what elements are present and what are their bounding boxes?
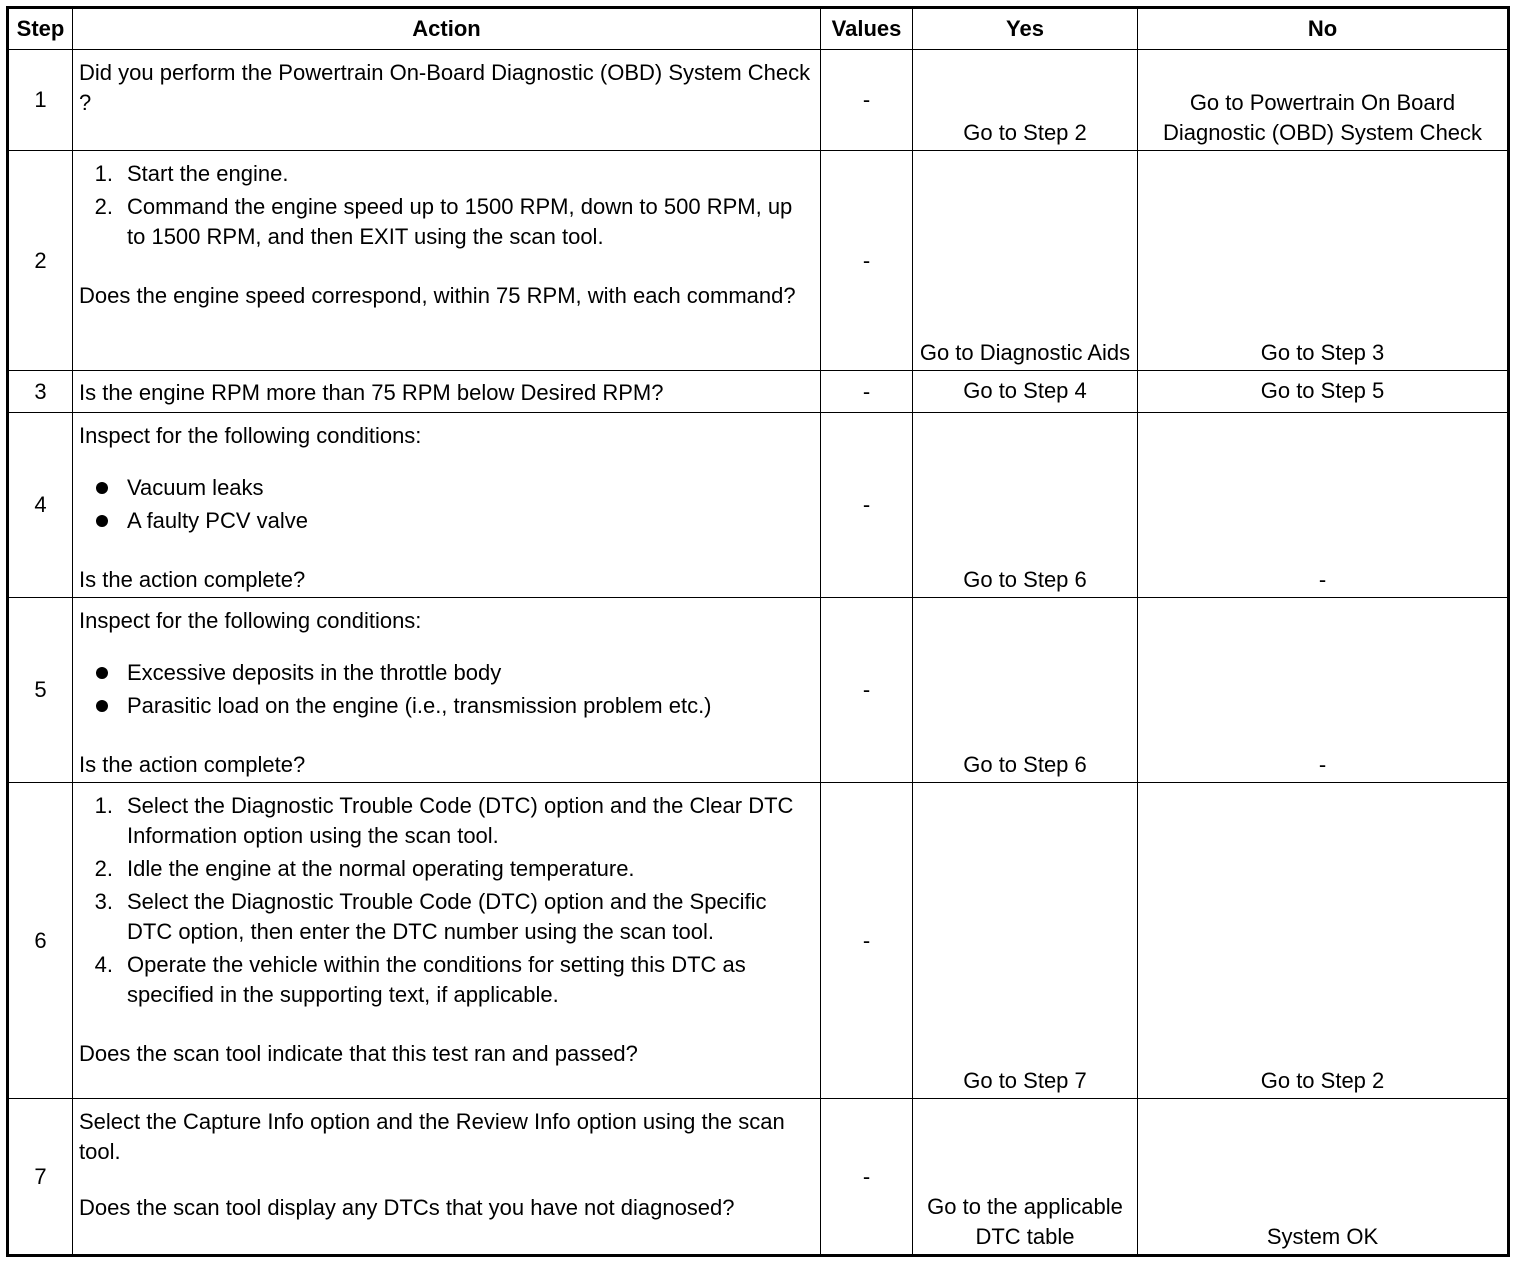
list-item: 2. Command the engine speed up to 1500 RPM, down to 500 RPM, up to 1500 RPM, and then EXIT using the scan tool. [94, 194, 793, 249]
action-cell [73, 1099, 821, 1256]
values-cell: - [821, 371, 913, 413]
action-question: Does the scan tool display any DTCs that you have not diagnosed? [79, 1195, 735, 1220]
list-item: 2. Idle the engine at the normal operating temperature. [94, 856, 635, 881]
header-no: No [1138, 8, 1509, 50]
bullet-icon [96, 667, 108, 679]
action-cell [73, 151, 821, 371]
yes-cell: Go to Diagnostic Aids [913, 151, 1138, 371]
action-question: Is the action complete? [79, 752, 306, 777]
action-intro: Select the Capture Info option and the Review Info option using the scan tool. [79, 1109, 785, 1164]
header-step: Step [8, 8, 73, 50]
action-cell [73, 413, 821, 598]
step-number: 1 [8, 50, 73, 151]
yes-cell: Go to Step 6 [913, 413, 1138, 598]
header-values: Values [821, 8, 913, 50]
action-question: Does the scan tool indicate that this test ran and passed? [79, 1041, 638, 1066]
list-item: 1. Select the Diagnostic Trouble Code (DTC) option and the Clear DTC Information option using the scan tool. [94, 793, 794, 848]
diagnostic-table [6, 6, 1510, 1257]
bullet-list [79, 658, 814, 721]
values-cell: - [821, 50, 913, 151]
list-item: A faulty PCV valve [79, 506, 814, 536]
action-cell [73, 50, 821, 151]
step-number: 2 [8, 151, 73, 371]
list-item: Parasitic load on the engine (i.e., transmission problem etc.) [79, 691, 814, 721]
action-cell [73, 371, 821, 413]
no-cell: - [1138, 413, 1509, 598]
no-cell: Go to Step 5 [1138, 371, 1509, 413]
action-question: Is the engine RPM more than 75 RPM below Desired RPM? [79, 379, 664, 405]
table-row [8, 50, 1509, 151]
step-number: 4 [8, 413, 73, 598]
header-action: Action [73, 8, 821, 50]
action-question: Does the engine speed correspond, within 75 RPM, with each command? [79, 283, 796, 308]
table-row [8, 598, 1509, 783]
header-yes: Yes [913, 8, 1138, 50]
numbered-list [79, 159, 814, 252]
yes-cell: Go to Step 6 [913, 598, 1138, 783]
action-intro: Inspect for the following conditions: [79, 608, 422, 633]
table-row [8, 1099, 1509, 1256]
action-intro: Inspect for the following conditions: [79, 423, 422, 448]
bullet-list [79, 473, 814, 536]
step-number: 3 [8, 371, 73, 413]
table-row [8, 413, 1509, 598]
no-cell: Go to Step 2 [1138, 783, 1509, 1099]
numbered-list [79, 791, 814, 1010]
action-question: Did you perform the Powertrain On-Board Diagnostic (OBD) System Check ? [79, 60, 811, 115]
values-cell: - [821, 1099, 913, 1256]
step-number: 7 [8, 1099, 73, 1256]
bullet-icon [96, 515, 108, 527]
values-cell: - [821, 151, 913, 371]
yes-cell: Go to Step 4 [913, 371, 1138, 413]
action-cell [73, 783, 821, 1099]
action-cell [73, 598, 821, 783]
yes-cell: Go to the applicable DTC table [913, 1099, 1138, 1256]
no-cell: Go to Step 3 [1138, 151, 1509, 371]
list-item: 1. Start the engine. [94, 161, 289, 186]
bullet-icon [96, 700, 108, 712]
table-row [8, 151, 1509, 371]
bullet-icon [96, 482, 108, 494]
yes-cell: Go to Step 7 [913, 783, 1138, 1099]
list-item: 4. Operate the vehicle within the conditions for setting this DTC as specified in the supporting text, if applicable. [94, 952, 746, 1007]
no-cell: - [1138, 598, 1509, 783]
step-number: 6 [8, 783, 73, 1099]
values-cell: - [821, 598, 913, 783]
table-row [8, 371, 1509, 413]
yes-cell: Go to Step 2 [913, 50, 1138, 151]
list-item: 3. Select the Diagnostic Trouble Code (DTC) option and the Specific DTC option, then enter the DTC number using the scan tool. [94, 889, 767, 944]
list-item: Excessive deposits in the throttle body [79, 658, 814, 688]
values-cell: - [821, 783, 913, 1099]
no-cell: Go to Powertrain On Board Diagnostic (OBD) System Check [1138, 50, 1509, 151]
table-row [8, 783, 1509, 1099]
step-number: 5 [8, 598, 73, 783]
header-row [8, 8, 1509, 50]
action-question: Is the action complete? [79, 567, 306, 592]
no-cell: System OK [1138, 1099, 1509, 1256]
values-cell: - [821, 413, 913, 598]
list-item: Vacuum leaks [79, 473, 814, 503]
